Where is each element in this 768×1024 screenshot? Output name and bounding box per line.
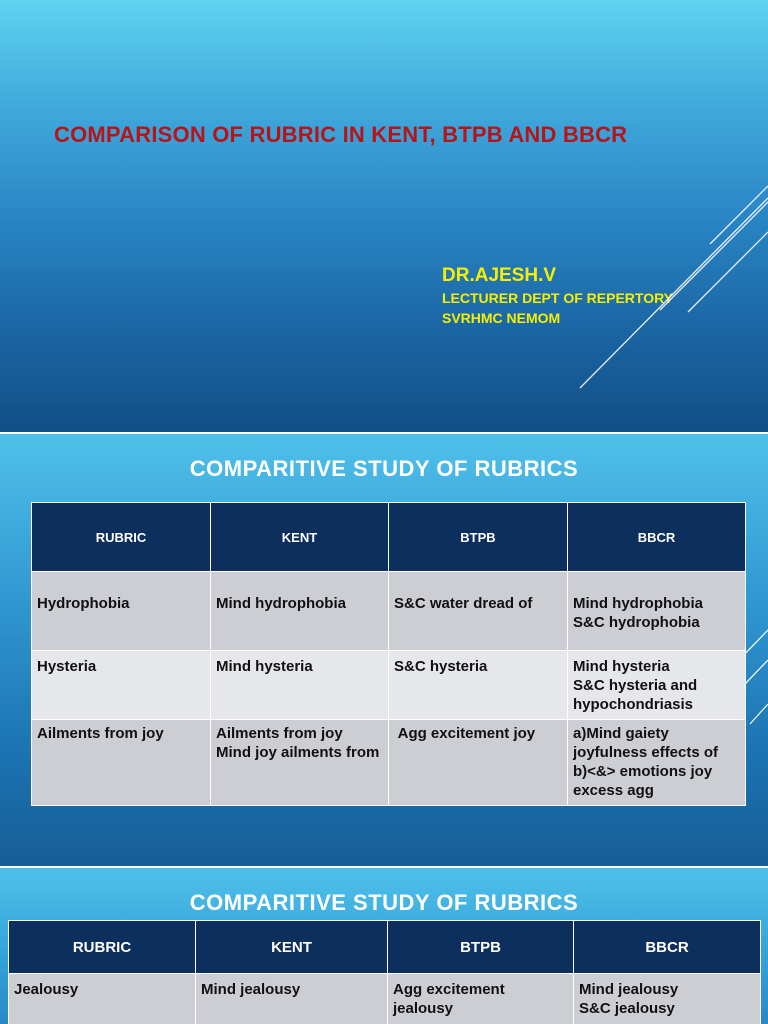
author-name: DR.AJESH.V: [442, 265, 557, 286]
decor-line: [745, 660, 768, 684]
author-institution: SVRHMC NEMOM: [442, 310, 561, 326]
cell-kent: Ailments from joy Mind joy ailments from: [211, 720, 389, 806]
author-role: LECTURER DEPT OF REPERTORY: [442, 290, 674, 306]
comparison-slide-1: [0, 434, 768, 866]
cell-btpb: Agg excitement joy: [389, 720, 568, 806]
rubric-comparison-table: [31, 502, 746, 806]
cell-kent: Mind jealousy: [196, 974, 388, 1024]
cell-rubric: Hysteria: [32, 651, 211, 720]
table-row: [32, 651, 746, 720]
decor-line: [688, 232, 768, 312]
rubric-comparison-table: [8, 920, 761, 1024]
header-bbcr: BBCR: [574, 921, 761, 974]
header-kent: KENT: [211, 503, 389, 572]
header-rubric: RUBRIC: [32, 503, 211, 572]
table-row: [9, 974, 761, 1024]
decor-line: [580, 198, 768, 388]
slide-title: COMPARISON OF RUBRIC IN KENT, BTPB AND BBCR: [54, 122, 628, 147]
table-row: [32, 572, 746, 651]
decorative-lines: [0, 0, 768, 432]
cell-rubric: Ailments from joy: [32, 720, 211, 806]
decor-line: [750, 704, 768, 724]
cell-bbcr: Mind hysteria S&C hysteria and hypochondriasis: [568, 651, 746, 720]
cell-bbcr: Mind jealousy S&C jealousy: [574, 974, 761, 1024]
slide-heading: COMPARITIVE STUDY OF RUBRICS: [189, 890, 579, 915]
header-kent: KENT: [196, 921, 388, 974]
cell-rubric: Jealousy: [9, 974, 196, 1024]
header-btpb: BTPB: [388, 921, 574, 974]
cell-rubric: Hydrophobia: [32, 572, 211, 651]
title-slide: [0, 0, 768, 432]
slide-heading: COMPARITIVE STUDY OF RUBRICS: [189, 456, 579, 481]
cell-kent: Mind hysteria: [211, 651, 389, 720]
cell-bbcr: Mind hydrophobia S&C hydrophobia: [568, 572, 746, 651]
cell-kent: Mind hydrophobia: [211, 572, 389, 651]
table-row: [32, 720, 746, 806]
header-rubric: RUBRIC: [9, 921, 196, 974]
header-bbcr: BBCR: [568, 503, 746, 572]
cell-btpb: S&C water dread of: [389, 572, 568, 651]
header-btpb: BTPB: [389, 503, 568, 572]
cell-btpb: Agg excitement jealousy: [388, 974, 574, 1024]
cell-btpb: S&C hysteria: [389, 651, 568, 720]
decor-line: [710, 186, 768, 244]
cell-bbcr: a)Mind gaiety joyfulness effects of b)<&> emotions joy excess agg: [568, 720, 746, 806]
table-header-row: [9, 921, 761, 974]
decor-line: [660, 202, 768, 310]
comparison-slide-2: [0, 868, 768, 1024]
table-header-row: [32, 503, 746, 572]
